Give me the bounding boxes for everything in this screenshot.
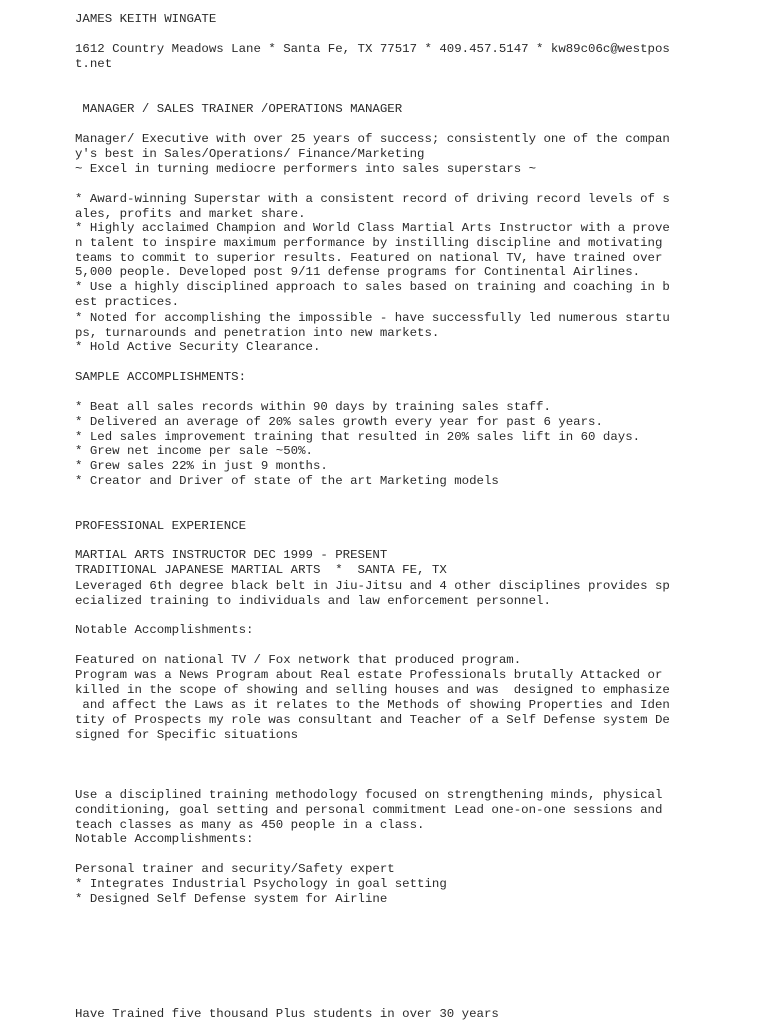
highlight-line: ps, turnarounds and penetration into new markets.	[75, 326, 440, 340]
summary-line: y's best in Sales/Operations/ Finance/Marketing	[75, 147, 425, 161]
accomplishment-item: * Creator and Driver of state of the art Marketing models	[75, 474, 499, 488]
notable-line: Program was a News Program about Real estate Professionals brutally Attacked or	[75, 668, 663, 682]
closing-line: Have Trained five thousand Plus students in over 30 years	[75, 1007, 499, 1021]
methodology-line: Use a disciplined training methodology focused on strengthening minds, physical	[75, 788, 663, 802]
notable-accomplishments-heading: Notable Accomplishments:	[75, 832, 254, 846]
accomplishment-item: * Led sales improvement training that resulted in 20% sales lift in 60 days.	[75, 430, 641, 444]
notable-line: killed in the scope of showing and selling houses and was designed to emphasize	[75, 683, 670, 697]
job-title: MARTIAL ARTS INSTRUCTOR DEC 1999 - PRESENT	[75, 548, 388, 562]
section-heading-experience: PROFESSIONAL EXPERIENCE	[75, 519, 247, 533]
highlight-line: * Hold Active Security Clearance.	[75, 340, 321, 354]
notable-accomplishments-heading: Notable Accomplishments:	[75, 623, 254, 637]
accomplishment-item: * Beat all sales records within 90 days by training sales staff.	[75, 400, 551, 414]
accomplishment-item: * Grew sales 22% in just 9 months.	[75, 459, 328, 473]
notable-line: Personal trainer and security/Safety expert	[75, 862, 395, 876]
contact-line: 1612 Country Meadows Lane * Santa Fe, TX 77517 * 409.457.5147 * kw89c06c@westpos	[75, 42, 670, 56]
notable-line: * Designed Self Defense system for Airline	[75, 892, 388, 906]
job-employer: TRADITIONAL JAPANESE MARTIAL ARTS * SANTA FE, TX	[75, 563, 447, 577]
methodology-line: teach classes as many as 450 people in a class.	[75, 818, 425, 832]
contact-line-wrap: t.net	[75, 57, 113, 71]
accomplishment-item: * Delivered an average of 20% sales growth every year for past 6 years.	[75, 415, 603, 429]
highlight-line: * Award-winning Superstar with a consistent record of driving record levels of s	[75, 192, 670, 206]
summary-tagline: ~ Excel in turning mediocre performers into sales superstars ~	[75, 162, 537, 176]
highlight-line: est practices.	[75, 295, 180, 309]
section-heading-accomplishments: SAMPLE ACCOMPLISHMENTS:	[75, 370, 247, 384]
highlight-line: * Highly acclaimed Champion and World Class Martial Arts Instructor with a prove	[75, 221, 670, 235]
highlight-line: * Noted for accomplishing the impossible - have successfully led numerous startu	[75, 311, 670, 325]
summary-line: Manager/ Executive with over 25 years of success; consistently one of the compan	[75, 132, 670, 146]
accomplishment-item: * Grew net income per sale ~50%.	[75, 444, 313, 458]
highlight-line: n talent to inspire maximum performance by instilling discipline and motivating	[75, 236, 663, 250]
notable-line: and affect the Laws as it relates to the Methods of showing Properties and Iden	[75, 698, 670, 712]
highlight-line: teams to commit to superior results. Featured on national TV, have trained over	[75, 251, 663, 265]
notable-line: Featured on national TV / Fox network that produced program.	[75, 653, 522, 667]
job-description: ecialized training to individuals and law enforcement personnel.	[75, 594, 551, 608]
highlight-line: 5,000 people. Developed post 9/11 defense programs for Continental Airlines.	[75, 265, 641, 279]
notable-line: tity of Prospects my role was consultant and Teacher of a Self Defense system De	[75, 713, 670, 727]
resume-headline: MANAGER / SALES TRAINER /OPERATIONS MANAGER	[75, 102, 403, 116]
highlight-line: * Use a highly disciplined approach to sales based on training and coaching in b	[75, 280, 670, 294]
highlight-line: ales, profits and market share.	[75, 207, 306, 221]
notable-line: * Integrates Industrial Psychology in goal setting	[75, 877, 447, 891]
notable-line: signed for Specific situations	[75, 728, 299, 742]
methodology-line: conditioning, goal setting and personal commitment Lead one-on-one sessions and	[75, 803, 663, 817]
resume-name: JAMES KEITH WINGATE	[75, 12, 217, 26]
job-description: Leveraged 6th degree black belt in Jiu-Jitsu and 4 other disciplines provides sp	[75, 579, 670, 593]
